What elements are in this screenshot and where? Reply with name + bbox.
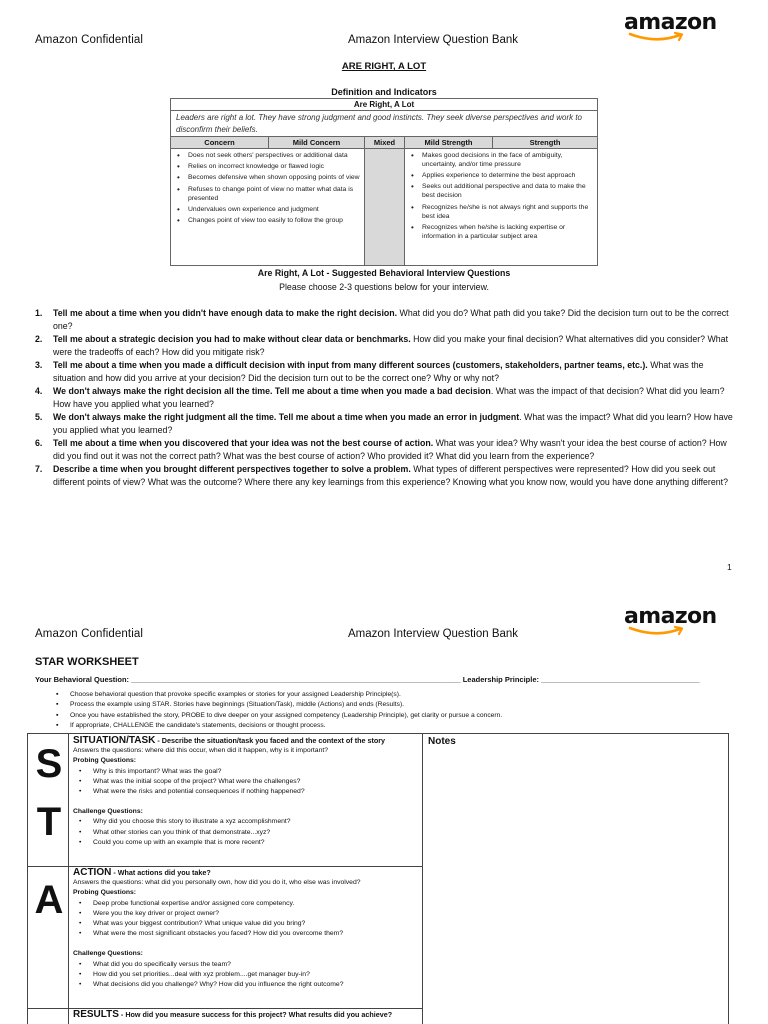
list-item: • What was your biggest contribution? What unique value did you bring? [77,919,418,929]
list-item: • Undervalues own experience and judgment [175,205,360,214]
question-item [35,333,735,359]
question-followup: What did you do? What path did you take? Did the decision turn out to be the correct one? [53,308,729,331]
bank-title: Amazon Interview Question Bank [348,628,519,640]
table-description: Leaders are right a lot. They have strong judgment and good instincts. They seek diverse perspectives and work to disconfirm their beliefs. [171,111,597,137]
amazon-smile-icon [626,625,686,639]
question-number: 3. [35,360,43,370]
amazon-logo [624,604,717,638]
questions-subheading: Please choose 2-3 questions below for your interview. [279,282,489,292]
action-answers: Answers the questions: what did you personally own, how did you do it, who else was involved? [73,879,361,887]
question-followup: What types of different perspectives were represented? How did you seek out different points of view? What was the outcome? Where there any key learnings from this experience? Knowing what you know now, would you have done anything different? [53,464,728,487]
section-heading [73,868,418,878]
list-item: • What was the initial scope of the project? What were the challenges? [77,777,418,787]
question-lead: Tell me about a time when you discovered that your idea was not the best course of action. [53,438,434,448]
question-item [35,463,735,489]
question-lead: Tell me about a time when you made a difficult decision with input from many different sources (customers, stakeholders, partner teams, etc.). [53,360,648,370]
list-item: • What did you do specifically versus the team? [77,960,418,970]
amazon-logo-text: amazon [624,10,717,35]
question-item [35,359,735,385]
list-item: • Were you the key driver or project owner? [77,909,418,919]
amazon-smile-icon [626,31,686,45]
list-item: • Could you come up with an example that is more recent? [77,838,418,848]
action-desc: - What actions did you take? [111,868,211,877]
probing-label: Probing Questions: [73,889,137,897]
list-item: • What other stories can you think of that demonstrate...xyz? [77,828,418,838]
question-item [35,385,735,411]
notes-label: Notes [428,736,456,747]
situation-section [73,736,418,848]
list-item: • Relies on incorrect knowledge or flawed logic [175,162,360,171]
star-letter-a: A [34,878,64,922]
question-followup: What was the situation and how did you arrive at your decision? Did the decision turn out to be the correct one? Why or why not? [53,360,704,383]
list-item: ▪ Choose behavioral question that provoke specific examples or stories for your assigned Leadership Principle(s). [56,690,736,700]
section-heading [73,1010,418,1020]
list-item: • Changes point of view too easily to follow the group [175,216,360,225]
confidential-label: Amazon Confidential [35,628,144,640]
question-number: 1. [35,308,43,318]
confidential-label: Amazon Confidential [35,34,144,46]
star-worksheet-title: STAR WORKSHEET [35,656,139,668]
table-column-headers [171,137,597,149]
amazon-logo-text: amazon [624,604,717,629]
question-followup: . What was the impact? What did you learn? How have you applied what you learned? [53,412,733,435]
list-item: ▪ Once you have established the story, PROBE to dive deeper on your assigned competency (Leadership Principle), get clarity or pursue a concern. [56,711,736,721]
mixed-cell [365,149,405,265]
results-desc: - How did you measure success for this project? What results did you achieve? [118,1010,393,1019]
question-item [35,307,735,333]
question-item [35,411,735,437]
bank-title: Amazon Interview Question Bank [348,34,519,46]
probing-label: Probing Questions: [73,757,137,765]
list-item: • Seeks out additional perspective and data to make the best decision [409,182,593,200]
amazon-logo [624,10,717,44]
col-mixed: Mixed [365,137,405,148]
spacer [73,939,418,949]
results-heading: RESULTS [73,1009,119,1020]
list-item: • Why is this important? What was the goal? [77,767,418,777]
section-heading [73,736,418,746]
indicators-table [170,98,598,266]
divider [422,734,423,1024]
list-item: • Becomes defensive when shown opposing points of view [175,173,360,182]
list-item: • Applies experience to determine the best approach [409,171,593,180]
question-lead: We don't always make the right judgment all the time. Tell me about a time when you made an error in judgment [53,412,520,422]
concern-cell [171,149,365,265]
list-item: ▪ If appropriate, CHALLENGE the candidate's statements, decisions or thought process. [56,721,736,731]
star-table [27,733,729,1024]
col-mild-strength: Mild Strength [405,137,493,148]
spacer [73,797,418,807]
situation-answers: Answers the questions: where did this occur, when did it happen, why is it important? [73,747,329,755]
list-item: • Recognizes when he/she is lacking expertise or information in a particular subject area [409,223,593,241]
questions-list [35,307,735,489]
list-item: • Makes good decisions in the face of ambiguity, uncertainty, and/or time pressure [409,151,593,169]
question-number: 4. [35,386,43,396]
list-item: • How did you set priorities...deal with xyz problem....get manager buy-in? [77,970,418,980]
strength-cell [405,149,597,265]
action-heading: ACTION [73,867,112,878]
list-item: • Recognizes he/she is not always right and supports the best idea [409,203,593,221]
behavioral-question-line: Your Behavioral Question: _______________________________________________________________________________ Leadership Principle: ______________________________________ [35,675,700,684]
col-concern: Concern [171,137,269,148]
question-followup: What was your idea? Why wasn't your idea the best course of action? How did you find out it was not the correct path? What was the best course of action? Who provided it? What did you learn from the experience? [53,438,727,461]
divider [68,734,69,1024]
question-item [35,437,735,463]
definition-heading: Definition and Indicators [331,87,437,97]
instructions-list [56,690,736,731]
col-mild-concern: Mild Concern [269,137,365,148]
list-item: • Deep probe functional expertise and/or assigned core competency. [77,899,418,909]
action-section [73,868,418,990]
star-letter-s: S [35,742,63,786]
question-lead: Tell me about a strategic decision you had to make without clear data or benchmarks. [53,334,411,344]
list-item: • Does not seek others' perspectives or additional data [175,151,360,160]
results-section [73,1010,418,1020]
challenge-label: Challenge Questions: [73,950,143,958]
question-number: 7. [35,464,43,474]
question-number: 6. [35,438,43,448]
list-item: • Why did you choose this story to illustrate a xyz accomplishment? [77,817,418,827]
star-letter-t: T [36,800,62,844]
question-lead: Describe a time when you brought different perspectives together to solve a problem. [53,464,411,474]
list-item: • What decisions did you challenge? Why? How did you influence the right outcome? [77,980,418,990]
question-followup: How did you make your final decision? What alternatives did you consider? What were the tradeoffs of each? How did you mitigate risk? [53,334,729,357]
list-item: • Refuses to change point of view no matter what data is presented [175,185,360,203]
list-item: • What were the risks and potential consequences if nothing happened? [77,787,418,797]
situation-desc: - Describe the situation/task you faced and the context of the story [155,736,386,745]
questions-heading: Are Right, A Lot - Suggested Behavioral Interview Questions [257,268,511,278]
question-lead: We don't always make the right decision all the time. Tell me about a time when you made a bad decision [53,386,491,396]
challenge-label: Challenge Questions: [73,808,143,816]
question-number: 2. [35,334,43,344]
page-number: 1 [727,562,732,572]
question-number: 5. [35,412,43,422]
table-body [171,149,597,265]
list-item: ▪ Process the example using STAR. Stories have beginnings (Situation/Task), middle (Actions) and ends (Results). [56,700,736,710]
question-followup: . What was the impact of that decision? What did you learn? How have you applied what you learned? [53,386,725,409]
list-item: • What were the most significant obstacles you faced? How did you overcome them? [77,929,418,939]
col-strength: Strength [529,138,561,147]
page-title: ARE RIGHT, A LOT [341,61,427,72]
question-lead: Tell me about a time when you didn't have enough data to make the right decision. [53,308,398,318]
situation-heading: SITUATION/TASK [73,735,156,746]
table-title: Are Right, A Lot [171,99,597,111]
